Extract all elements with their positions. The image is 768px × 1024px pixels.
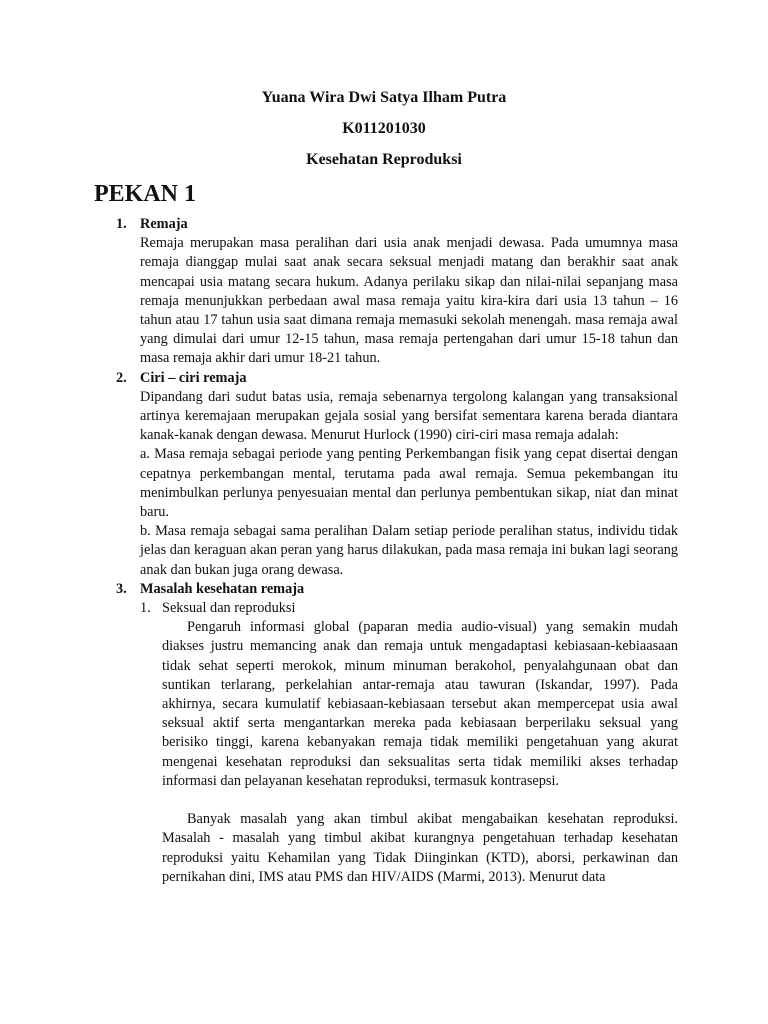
- subsection-heading: [0, 599, 768, 618]
- course-title: Kesehatan Reproduksi: [306, 151, 462, 168]
- paragraph: Remaja merupakan masa peralihan dari usia anak menjadi dewasa. Pada umumnya masa remaja dianggap mulai saat anak secara seksual menjadi matang dan berakhir saat anak mencapai usia matang secara hukum. Adanya perilaku sikap dan nilai-nilai sepanjang masa remaja menunjukkan perbedaan awal masa remaja yaitu kira-kira dari usia 13 tahun – 16 tahun atau 17 tahun usia saat dimana remaja memasuki sekolah menengah. masa remaja awal yang dimulai dari umur 12-15 tahun, masa remaja pertengahan dari umur 15-18 tahun dan masa remaja akhir dari umur 18-21 tahun.: [140, 235, 678, 367]
- student-id: K011201030: [342, 120, 426, 137]
- subsection-title: Seksual dan reproduksi: [162, 600, 296, 617]
- paragraph: Banyak masalah yang akan timbul akibat mengabaikan kesehatan reproduksi. Masalah - masalah yang timbul akibat kurangnya pengetahuan terhadap kesehatan reproduksi yaitu Kehamilan yang Tidak Diinginkan (KTD), aborsi, perkawinan dan pernikahan dini, IMS atau PMS dan HIV/AIDS (Marmi, 2013). Menurut data: [162, 811, 678, 885]
- section-title: Masalah kesehatan remaja: [140, 580, 305, 597]
- section-remaja: [0, 215, 768, 369]
- section-number: 3.: [116, 580, 127, 597]
- section-masalah-kesehatan: [0, 580, 768, 887]
- subsection-number: 1.: [140, 600, 151, 617]
- paragraph: a. Masa remaja sebagai periode yang penting Perkembangan fisik yang cepat disertai dengan cepatnya perkembangan mental, terutama pada awal remaja. Semua pekembangan itu menimbulkan perlunya penyesuaian mental dan perlunya pembentukan sikap, niat dan minat baru.: [140, 446, 678, 521]
- paragraph: Dipandang dari sudut batas usia, remaja sebenarnya tergolong kalangan yang transaksional artinya keremajaan merupakan gejala sosial yang bersifat sementara karena berada diantara kanak-kanak dengan dewasa. Menurut Hurlock (1990) ciri-ciri masa remaja adalah:: [140, 388, 678, 444]
- section-heading: [0, 215, 768, 234]
- author-name: Yuana Wira Dwi Satya Ilham Putra: [261, 89, 507, 106]
- paragraph: b. Masa remaja sebagai sama peralihan Dalam setiap periode peralihan status, individu tidak jelas dan keraguan akan peran yang harus dilakukan, pada masa remaja ini bukan lagi seorang anak dan bukan juga orang dewasa.: [140, 523, 678, 578]
- document-body: [0, 215, 768, 887]
- section-ciri-remaja: [0, 369, 768, 580]
- section-number: 2.: [116, 369, 127, 386]
- week-title: PEKAN 1: [94, 181, 196, 207]
- section-number: 1.: [116, 216, 127, 232]
- section-heading: [0, 580, 768, 599]
- section-heading: [0, 369, 768, 388]
- paragraph: Pengaruh informasi global (paparan media audio-visual) yang semakin mudah diakses justru memancing anak dan remaja untuk mengadaptasi kebiasaan-kebiaasaan tidak sehat seperti merokok, minum minuman berakohol, penyalahgunaan obat dan suntikan terlarang, perkelahian antar-remaja atau tawuran (Iskandar, 1997). Pada akhirnya, secara kumulatif kebiasaan-kebiasaan tersebut akan mempercepat usia awal seksual aktif serta mengantarkan mereka pada kebiasaan berperilaku seksual yang berisiko tinggi, karena kebanyakan remaja tidak memiliki pengetahuan yang akurat mengenai kesehatan reproduksi dan seksualitas serta tidak memiliki akses terhadap informasi dan pelayanan kesehatan reproduksi, termasuk kontrasepsi.: [162, 619, 678, 789]
- paragraph-gap: [0, 791, 768, 810]
- section-title: Ciri – ciri remaja: [140, 369, 247, 386]
- section-title: Remaja: [140, 216, 188, 232]
